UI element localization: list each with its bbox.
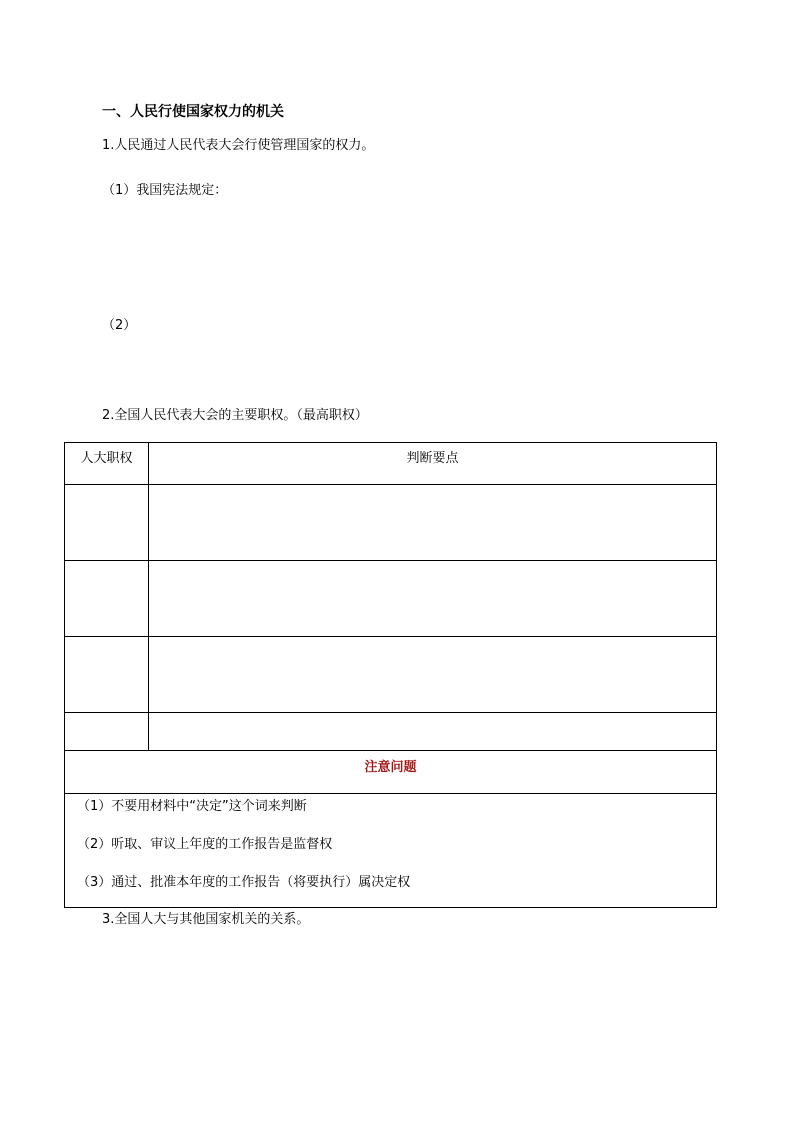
table-row <box>65 713 717 751</box>
header-key-points: 判断要点 <box>149 443 717 485</box>
key-point-cell[interactable] <box>149 637 717 713</box>
table-header-row <box>65 443 717 485</box>
paragraph-1-item-1: （1）我国宪法规定： <box>102 183 228 198</box>
key-point-cell[interactable] <box>149 561 717 637</box>
notes-cell <box>65 794 717 908</box>
table-row <box>65 485 717 561</box>
table-row <box>65 637 717 713</box>
paragraph-1-item-2: （2） <box>102 318 137 333</box>
notes-row <box>65 794 717 908</box>
table-row <box>65 561 717 637</box>
paragraph-1: 1.人民通过人民代表大会行使管理国家的权力。 <box>102 138 375 153</box>
key-point-cell[interactable] <box>149 713 717 751</box>
power-cell[interactable] <box>65 713 149 751</box>
power-cell[interactable] <box>65 485 149 561</box>
paragraph-3: 3.全国人大与其他国家机关的关系。 <box>102 912 310 927</box>
section-heading: 一、人民行使国家权力的机关 <box>102 104 284 120</box>
note-item: （3）通过、批准本年度的工作报告（将要执行）属决定权 <box>77 875 411 890</box>
note-item: （2）听取、审议上年度的工作报告是监督权 <box>77 837 333 852</box>
paragraph-2: 2.全国人民代表大会的主要职权。（最高职权） <box>102 408 368 423</box>
power-cell[interactable] <box>65 637 149 713</box>
note-item: （1）不要用材料中“决定”这个词来判断 <box>77 799 307 814</box>
powers-table <box>64 442 717 908</box>
key-point-cell[interactable] <box>149 485 717 561</box>
header-power: 人大职权 <box>65 443 149 485</box>
power-cell[interactable] <box>65 561 149 637</box>
notice-title: 注意问题 <box>65 751 717 794</box>
